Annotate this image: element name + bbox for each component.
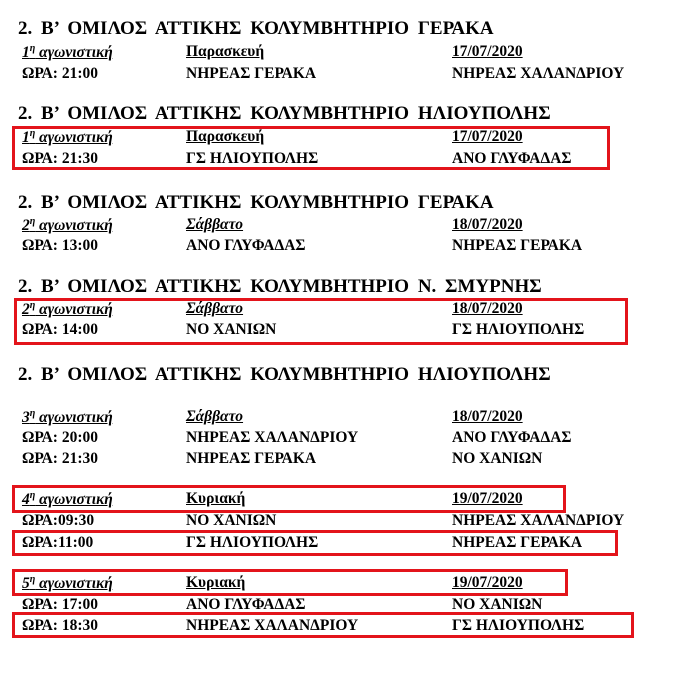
round-day: Κυριακή	[186, 574, 246, 591]
match-home: ΝΟ ΧΑΝΙΩΝ	[186, 321, 277, 338]
round-day: Παρασκευή	[186, 43, 265, 60]
match-home: ΓΣ ΗΛΙΟΥΠΟΛΗΣ	[186, 534, 319, 551]
match-away: ΓΣ ΗΛΙΟΥΠΟΛΗΣ	[452, 321, 585, 338]
match-away: ΝΗΡΕΑΣ ΧΑΛΑΝΔΡΙΟΥ	[452, 512, 625, 529]
match-home: ΝΗΡΕΑΣ ΓΕΡΑΚΑ	[186, 65, 317, 82]
round-label: $4^\eta$ αγωνιστική	[22, 490, 113, 509]
match-away: ΑΝΟ ΓΛΥΦΑΔΑΣ	[452, 150, 572, 167]
match-time: ΩΡΑ: 14:00	[22, 321, 98, 338]
round-date: 17/07/2020	[452, 43, 523, 60]
round-day: Σάββατο	[186, 300, 244, 317]
section-header: 2. Β’ ΟΜΙΛΟΣ ΑΤΤΙΚΗΣ ΚΟΛΥΜΒΗΤΗΡΙΟ Ν. ΣΜΥΡΝΗΣ	[18, 276, 542, 297]
match-away: ΝΗΡΕΑΣ ΓΕΡΑΚΑ	[452, 534, 583, 551]
highlight-box	[12, 569, 568, 596]
round-label: $2^\eta$ αγωνιστική	[22, 300, 113, 319]
match-time: ΩΡΑ: 18:30	[22, 617, 98, 634]
match-away: ΝΟ ΧΑΝΙΩΝ	[452, 450, 543, 467]
round-day: Κυριακή	[186, 490, 246, 507]
match-away: ΓΣ ΗΛΙΟΥΠΟΛΗΣ	[452, 617, 585, 634]
match-time: ΩΡΑ: 21:30	[22, 450, 98, 467]
round-date: 18/07/2020	[452, 300, 523, 317]
round-label: $3^\eta$ αγωνιστική	[22, 408, 113, 427]
match-time: ΩΡΑ: 17:00	[22, 596, 98, 613]
section-header: 2. Β’ ΟΜΙΛΟΣ ΑΤΤΙΚΗΣ ΚΟΛΥΜΒΗΤΗΡΙΟ ΓΕΡΑΚΑ	[18, 18, 494, 39]
match-home: ΑΝΟ ΓΛΥΦΑΔΑΣ	[186, 237, 306, 254]
round-date: 18/07/2020	[452, 216, 523, 233]
round-label: $2^\eta$ αγωνιστική	[22, 216, 113, 235]
match-away: ΑΝΟ ΓΛΥΦΑΔΑΣ	[452, 429, 572, 446]
round-label: $1^\eta$ αγωνιστική	[22, 43, 113, 62]
round-date: 19/07/2020	[452, 574, 523, 591]
match-time: ΩΡΑ: 20:00	[22, 429, 98, 446]
round-date: 19/07/2020	[452, 490, 523, 507]
match-time: ΩΡΑ:09:30	[22, 512, 95, 529]
match-home: ΓΣ ΗΛΙΟΥΠΟΛΗΣ	[186, 150, 319, 167]
match-time: ΩΡΑ:11:00	[22, 534, 94, 551]
highlight-box	[12, 612, 634, 638]
round-label: $1^\eta$ αγωνιστική	[22, 128, 113, 147]
round-date: 18/07/2020	[452, 408, 523, 425]
round-day: Σάββατο	[186, 216, 244, 233]
highlight-box	[14, 298, 628, 345]
match-away: ΝΗΡΕΑΣ ΧΑΛΑΝΔΡΙΟΥ	[452, 65, 625, 82]
round-day: Παρασκευή	[186, 128, 265, 145]
match-home: ΝΟ ΧΑΝΙΩΝ	[186, 512, 277, 529]
match-home: ΑΝΟ ΓΛΥΦΑΔΑΣ	[186, 596, 306, 613]
match-home: ΝΗΡΕΑΣ ΧΑΛΑΝΔΡΙΟΥ	[186, 429, 359, 446]
highlight-box	[12, 485, 566, 513]
section-header: 2. Β’ ΟΜΙΛΟΣ ΑΤΤΙΚΗΣ ΚΟΛΥΜΒΗΤΗΡΙΟ ΗΛΙΟΥΠΟΛΗΣ	[18, 364, 551, 385]
highlight-box	[12, 126, 610, 170]
round-day: Σάββατο	[186, 408, 244, 425]
match-time: ΩΡΑ: 21:00	[22, 65, 98, 82]
round-label: $5^\eta$ αγωνιστική	[22, 574, 113, 593]
highlight-box	[12, 530, 618, 556]
match-time: ΩΡΑ: 13:00	[22, 237, 98, 254]
match-home: ΝΗΡΕΑΣ ΧΑΛΑΝΔΡΙΟΥ	[186, 617, 359, 634]
match-home: ΝΗΡΕΑΣ ΓΕΡΑΚΑ	[186, 450, 317, 467]
match-time: ΩΡΑ: 21:30	[22, 150, 98, 167]
section-header: 2. Β’ ΟΜΙΛΟΣ ΑΤΤΙΚΗΣ ΚΟΛΥΜΒΗΤΗΡΙΟ ΓΕΡΑΚΑ	[18, 192, 494, 213]
round-date: 17/07/2020	[452, 128, 523, 145]
match-away: ΝΗΡΕΑΣ ΓΕΡΑΚΑ	[452, 237, 583, 254]
match-away: ΝΟ ΧΑΝΙΩΝ	[452, 596, 543, 613]
section-header: 2. Β’ ΟΜΙΛΟΣ ΑΤΤΙΚΗΣ ΚΟΛΥΜΒΗΤΗΡΙΟ ΗΛΙΟΥΠΟΛΗΣ	[18, 103, 551, 124]
